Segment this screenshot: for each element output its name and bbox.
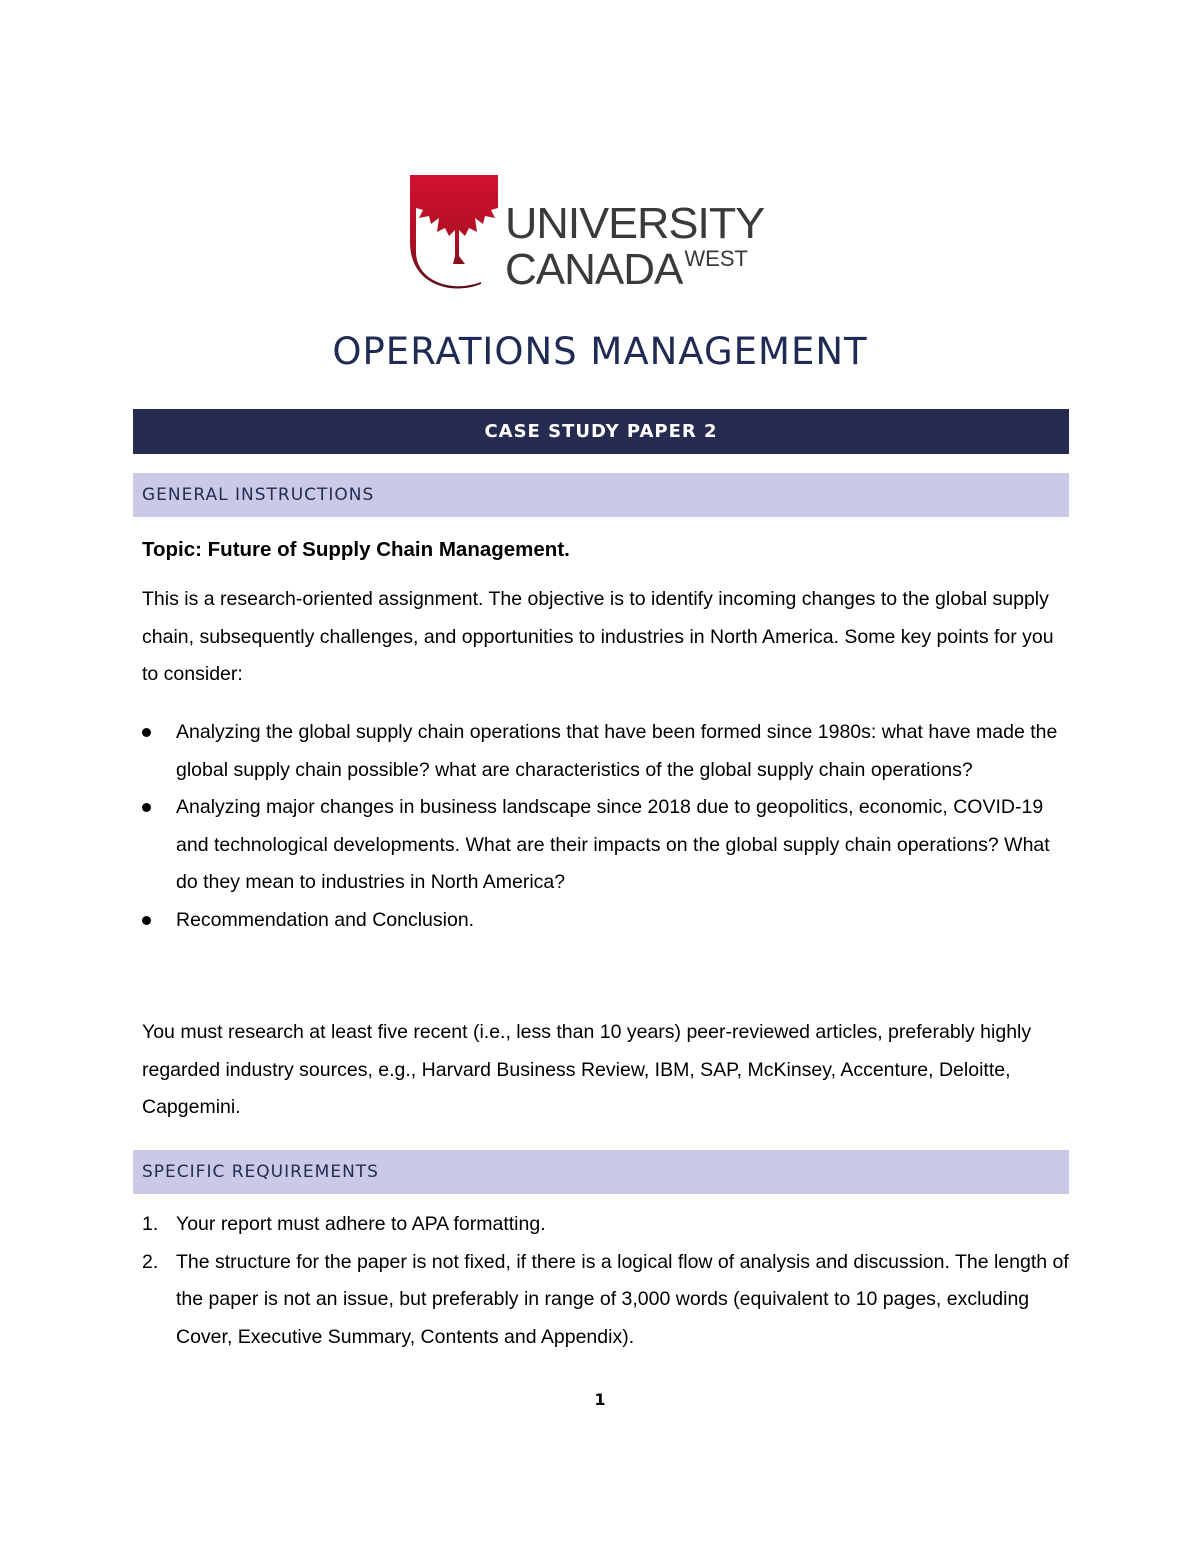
topic-heading: Topic: Future of Supply Chain Management.	[142, 538, 570, 561]
university-logo	[405, 172, 805, 294]
specific-requirements-heading: SPECIFIC REQUIREMENTS	[133, 1150, 1069, 1194]
list-number: 2.	[142, 1250, 159, 1273]
logo-canada-text: CANADA	[505, 245, 683, 294]
logo-west-text: WEST	[684, 246, 748, 271]
intro-paragraph: This is a research-oriented assignment. The objective is to identify incoming changes to the global supply chain, subsequently challenges, and opportunities to industries in North America. Some key points for you to consider:	[142, 588, 1054, 685]
list-item	[142, 1244, 1072, 1357]
list-item	[142, 1206, 1072, 1244]
research-paragraph: You must research at least five recent (i.e., less than 10 years) peer-reviewed articles, preferably highly regarded industry sources, e.g., Harvard Business Review, IBM, SAP, McKinsey, Accenture, Deloitte, Capgemini.	[142, 1021, 1032, 1118]
case-study-banner: CASE STUDY PAPER 2	[133, 409, 1069, 454]
bullet-text: Recommendation and Conclusion.	[176, 908, 475, 931]
list-item	[142, 714, 1072, 789]
bullet-text: Analyzing the global supply chain operations that have been formed since 1980s: what have made the global supply chain possible? what are characteristics of the global supply chain operations?	[176, 721, 1058, 781]
key-points-list	[142, 714, 1072, 939]
list-number: 1.	[142, 1213, 159, 1235]
bullet-icon	[142, 728, 151, 737]
logo-wordmark	[505, 199, 765, 294]
bullet-icon	[142, 916, 151, 925]
page-number: 1	[594, 1390, 606, 1409]
document-title: OPERATIONS MANAGEMENT	[332, 330, 868, 373]
bullet-text: Analyzing major changes in business landscape since 2018 due to geopolitics, economic, COVID-19 and technological developments. What are their impacts on the global supply chain operations? What do they mean to industries in North America?	[176, 796, 1050, 893]
logo-line-university: UNIVERSITY	[505, 199, 765, 248]
list-item	[142, 789, 1072, 902]
requirement-text: The structure for the paper is not fixed, if there is a logical flow of analysis and discussion. The length of the paper is not an issue, but preferably in range of 3,000 words (equivalent to 10 pages, excluding Cover, Executive Summary, Contents and Appendix).	[176, 1250, 1069, 1348]
general-instructions-heading: GENERAL INSTRUCTIONS	[133, 473, 1069, 517]
requirement-text: Your report must adhere to APA formatting.	[176, 1213, 546, 1235]
requirements-list	[142, 1206, 1072, 1356]
maple-leaf-shield-icon	[405, 172, 505, 290]
bullet-icon	[142, 803, 151, 812]
logo-line-canada	[505, 245, 759, 294]
list-item	[142, 902, 1072, 940]
